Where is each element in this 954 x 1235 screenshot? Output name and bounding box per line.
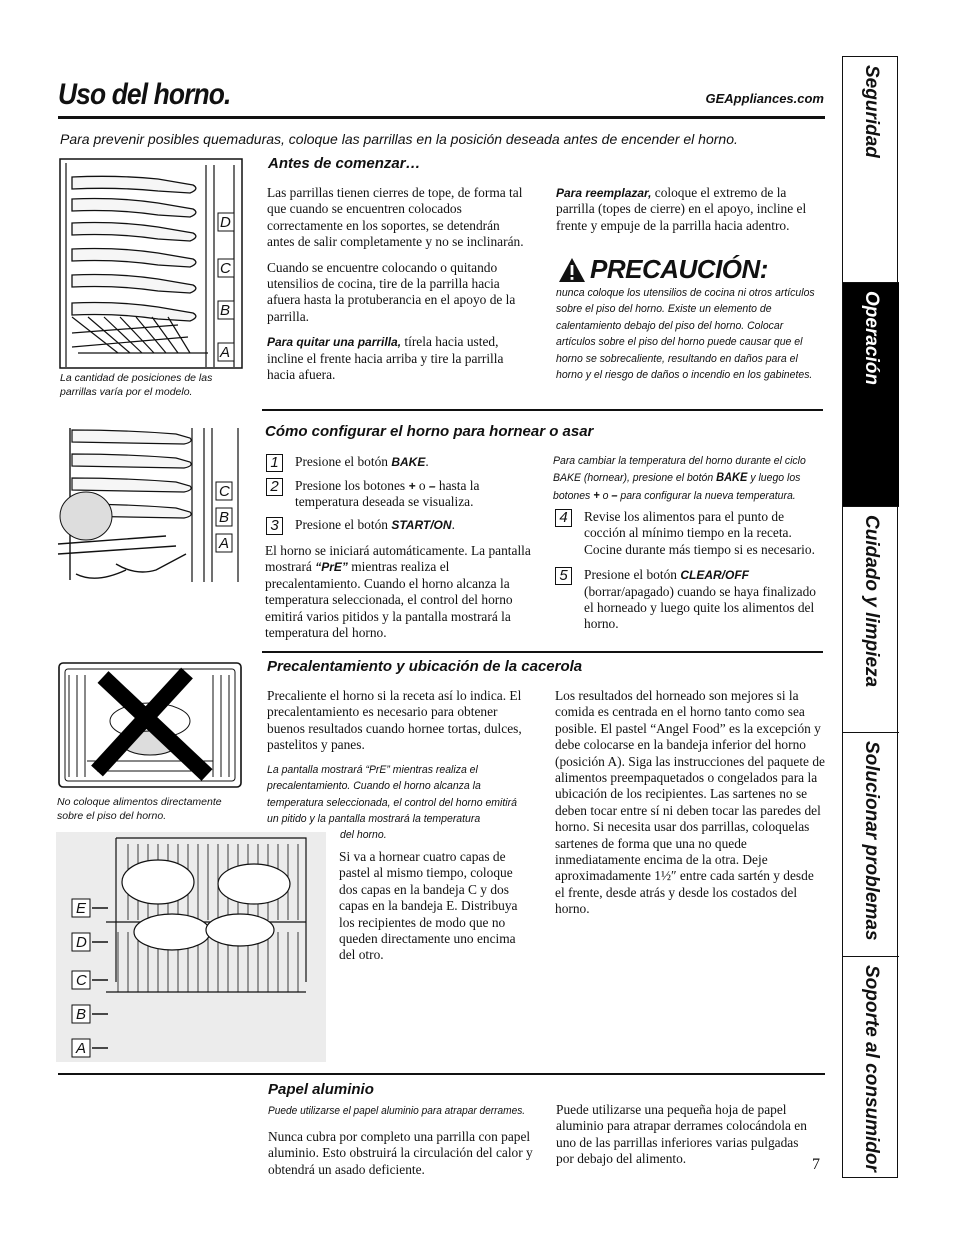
foil-note: Puede utilizarse el papel aluminio para atrapar derrames. [268, 1105, 526, 1117]
warning-icon [558, 257, 586, 283]
header-rule [58, 116, 825, 119]
section-rule-3 [58, 1073, 825, 1075]
tab-operacion[interactable]: Operación [843, 283, 899, 507]
step-5: 5 Presione el botón CLEAR/OFF (borrar/apagado) cuando se haya finalizado el horneado y luego quite los alimentos del horno. [555, 567, 817, 633]
rack-label-b: B [76, 1006, 87, 1023]
tab-soporte-consumidor[interactable]: Soporte al consumidor [861, 965, 882, 1172]
section-heading-papel: Papel aluminio [268, 1081, 374, 1098]
section-rule-2 [262, 651, 823, 653]
bake-paragraph: El horno se iniciará automáticamente. La pantalla mostrará “PrE” mientras realiza el precalentamiento. Cuando el horno alcanza la temperatura seleccionada, el control del horno emitirá varios pitidos y la pantalla mostrará la temperatura del horno. [265, 543, 531, 641]
foil-paragraph-left: Nunca cubra por completo una parrilla con papel aluminio. Esto obstruirá la circulación del calor y obtendrá un asado deficiente. [268, 1129, 533, 1177]
oven-bake-illustration [56, 424, 244, 584]
bake-steps [266, 454, 536, 541]
page-number: 7 [812, 1156, 820, 1173]
tab-cuidado-limpieza[interactable]: Cuidado y limpieza [843, 507, 899, 733]
rack-label-e: E [76, 900, 87, 917]
rack-label-a: A [220, 344, 231, 361]
baking-results-paragraph: Los resultados del horneado son mejores si la comida es centrada en el horno tanto como sea posible. El pastel “Angel Food” es la excepción y debe colocarse en la bandeja inferior del horno (posición A). Siga las instrucciones del paquete de alimentos preempaquetados o congelados para la ubicación de los recipientes. Las sartenes no se deben tocar entre sí ni deben tocar las paredes del horno. Si necesita usar dos parrillas, coloquelas sartenes de forma que una no quede inmediatamente encima de la otra. Deje aproximadamente 1½″ entre cada sartén y desde el frente, desde atrás y desde los costados del horno. [555, 688, 825, 917]
tab-solucionar-problemas[interactable]: Solucionar problemas [843, 733, 899, 957]
floor-caption: No coloque alimentos directamente sobre el piso del horno. [57, 796, 222, 822]
step-4: 4 Revise los alimentos para el punto de cocción al mínimo tiempo en la receta. Cocine durante más tiempo si es necesario. [555, 509, 817, 558]
rack-layout-illustration [56, 832, 326, 1062]
preheat-note: La pantalla mostrará “PrE” mientras realiza el precalentamiento. Cuando el horno alcanza la temperatura seleccionada, el control del horno emitirá un pitido y la pantalla mostrará la temperatura [267, 764, 517, 826]
rack-label-c: C [219, 483, 230, 500]
sidebar-nav [842, 56, 898, 1178]
no-food-on-floor-illustration [57, 661, 243, 789]
caution-text: nunca coloque los utensilios de cocina ni otros artículos sobre el piso del horno. Existe un elemento de calentamiento debajo del piso del horno. Colocar artículos sobre el piso del horno puede causar que el horno se sobrecaliente, resultando en daños para el horno y el riesgo de daños o incendio en los gabinetes. [556, 287, 815, 382]
bake-temperature-note: Para cambiar la temperatura del horno durante el ciclo BAKE (hornear), presione el botón BAKE y luego los botones + o – para configurar la nueva temperatura. [553, 455, 806, 502]
page-title: Uso del horno. [58, 78, 231, 111]
step-2: 2 Presione los botones + o – hasta la temperatura deseada se visualiza. [266, 478, 536, 511]
caution-title: PRECAUCIÓN: [590, 254, 768, 284]
preheat-paragraph: Precaliente el horno si la receta así lo indica. El precalentamiento es necesario para obtener buenos resultados cuando hornee tortas, dulces, pastelitos y panes. [267, 688, 522, 753]
rack-label-d: D [220, 214, 231, 231]
rack-caption: La cantidad de posiciones de las parrillas varía por el modelo. [60, 372, 213, 398]
section1-left-text: Las parrillas tienen cierres de tope, de forma tal que cuando se encuentren colocados correctamente en los soportes, se detendrán antes de salir completamente y no se inclinarán. Cuando se encuentre colocando o quitando utensilios de cocina, tire de la parrilla hacia afuera hasta la protuberancia en el apoyo de la parrilla. Para quitar una parrilla, tírela hacia usted, incline el frente hacia arriba y tire la parrilla hacia afuera. [267, 185, 524, 383]
section1-right-text: Para reemplazar, coloque el extremo de la parrilla (topes de cierre) en el apoyo, incline el frente y empuje de la parrilla hacia adentro. [556, 185, 807, 233]
foil-paragraph-right: Puede utilizarse una pequeña hoja de papel aluminio para atrapar derrames colocándola en uno de las parrillas inferiores varias pulgadas por debajo del alimento. [556, 1102, 807, 1167]
section-heading-configurar: Cómo configurar el horno para hornear o asar [265, 423, 594, 440]
bake-steps-right [555, 509, 817, 639]
website-link[interactable]: GEAppliances.com [705, 91, 824, 106]
intro-text: Para prevenir posibles quemaduras, coloque las parrillas en la posición deseada antes de encender el horno. [60, 131, 738, 147]
four-layers-paragraph: Si va a hornear cuatro capas de pastel al mismo tiempo, coloque dos capas en la bandeja C y dos capas en la bandeja E. Distribuya los recipientes de modo que no queden directamente uno encima del otro. [339, 849, 518, 963]
rack-positions-illustration [58, 157, 244, 370]
rack-label-a: A [219, 535, 230, 552]
rack-label-b: B [220, 302, 231, 319]
rack-label-c: C [76, 972, 87, 989]
rack-label-b: B [219, 509, 230, 526]
section-heading-antes: Antes de comenzar… [268, 155, 421, 172]
rack-label-a: A [76, 1040, 87, 1057]
section-heading-precalentamiento: Precalentamiento y ubicación de la cacerola [267, 658, 583, 675]
preheat-note-end: del horno. [340, 829, 387, 841]
rack-label-c: C [220, 260, 231, 277]
step-3: 3 Presione el botón START/ON. [266, 517, 536, 535]
rack-label-d: D [76, 934, 87, 951]
section-rule-1 [262, 409, 823, 411]
tab-seguridad[interactable]: Seguridad [843, 57, 899, 283]
step-1: 1 Presione el botón BAKE. [266, 454, 536, 472]
caution-header [558, 254, 768, 285]
